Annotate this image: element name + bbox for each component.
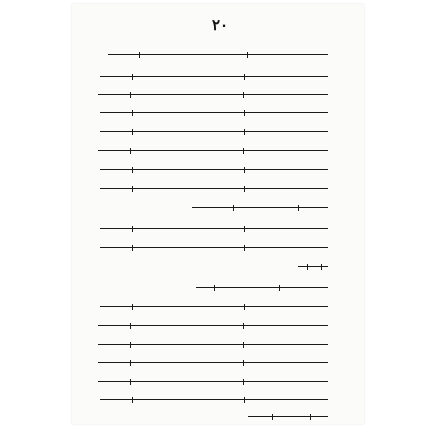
text-line <box>192 207 328 212</box>
handwritten-urdu-text <box>72 4 364 424</box>
text-line <box>98 94 328 99</box>
page-number: ۲۰ <box>212 16 229 34</box>
text-line <box>298 266 328 271</box>
text-line <box>108 54 328 59</box>
text-line <box>98 381 328 386</box>
book-page <box>72 4 364 424</box>
text-line <box>98 150 328 155</box>
text-line <box>98 362 328 367</box>
text-line <box>100 112 328 117</box>
text-line <box>248 416 328 421</box>
text-line <box>98 325 328 330</box>
text-line <box>100 188 328 193</box>
text-line <box>100 228 328 233</box>
text-line <box>98 344 328 349</box>
text-line <box>196 287 328 292</box>
text-line <box>100 76 328 81</box>
text-line <box>100 131 328 136</box>
text-line <box>100 399 328 404</box>
text-line <box>100 306 328 311</box>
text-line <box>100 169 328 174</box>
text-line <box>100 247 328 252</box>
